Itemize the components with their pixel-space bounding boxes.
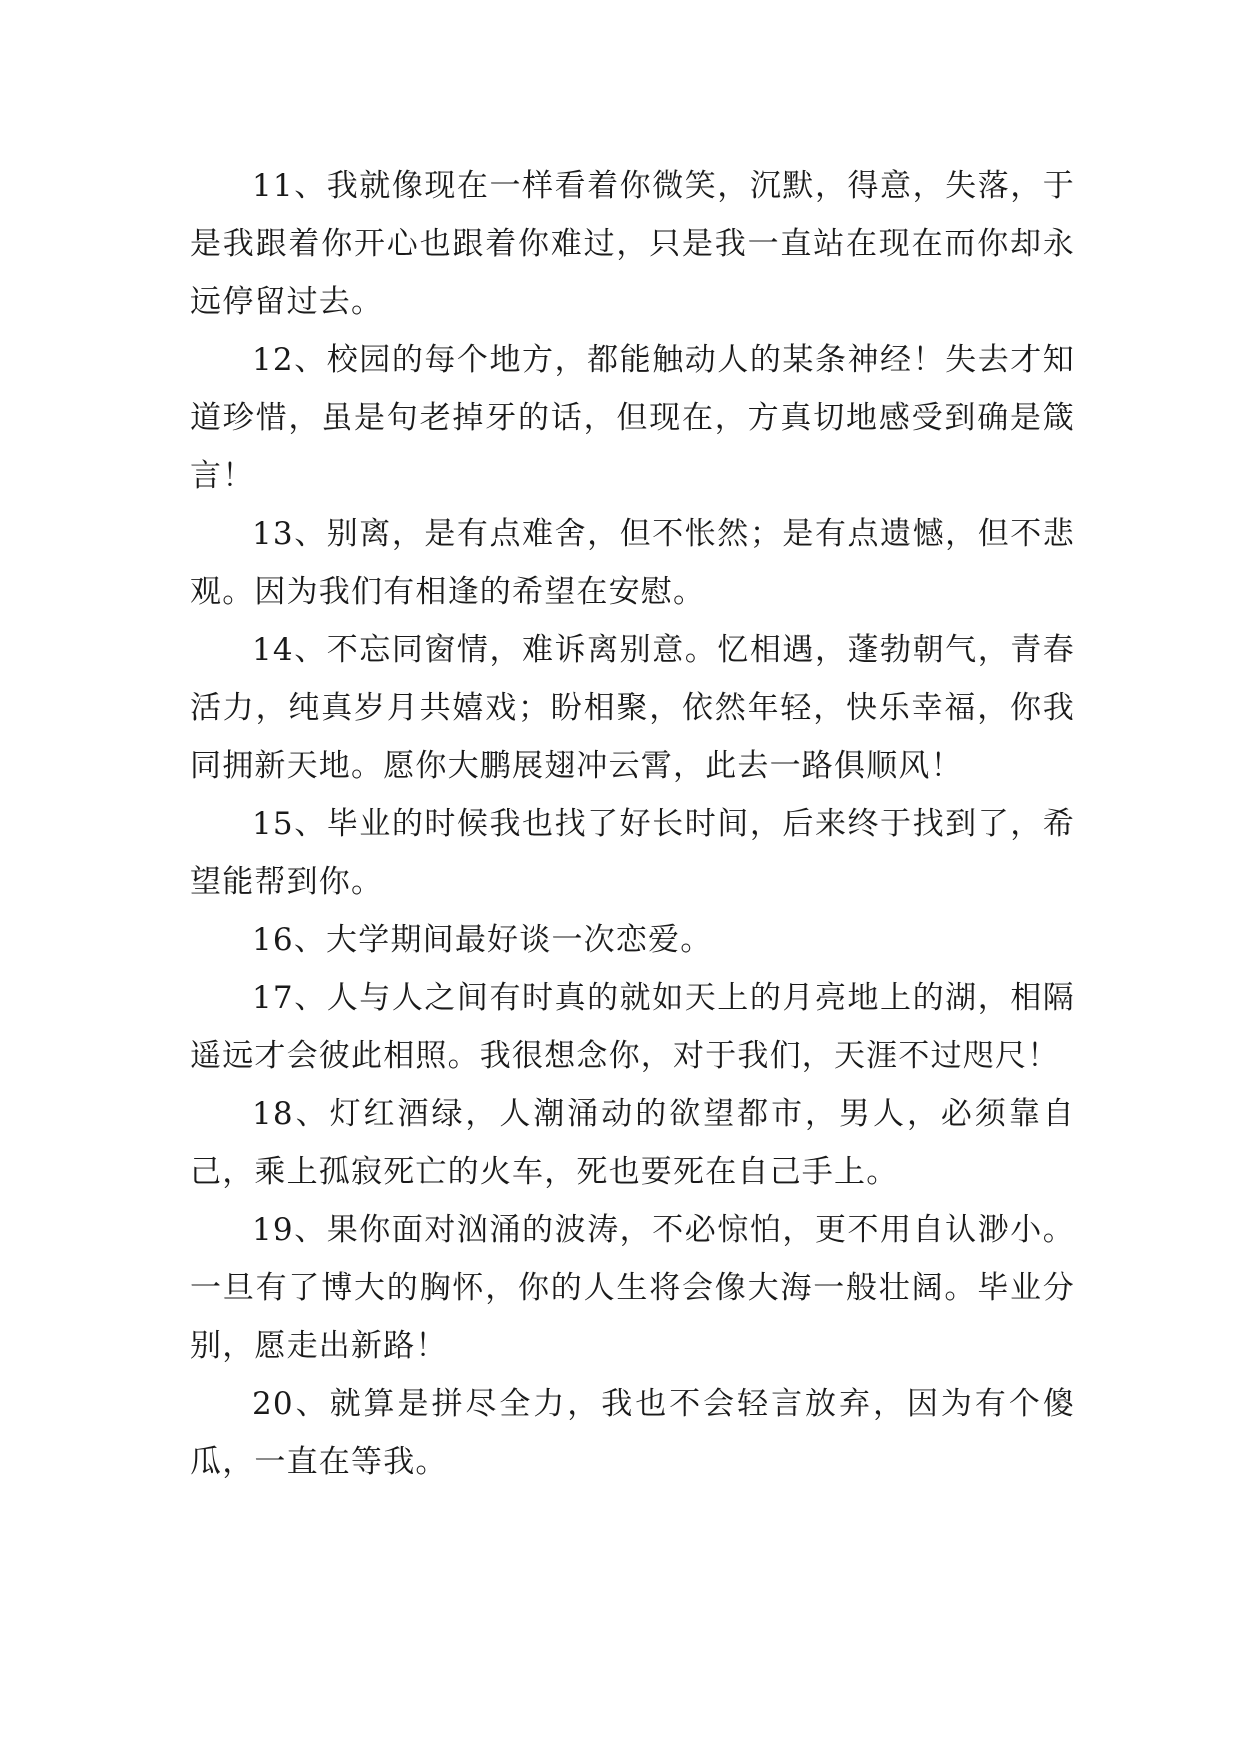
paragraph-12: 12、校园的每个地方，都能触动人的某条神经！失去才知道珍惜，虽是句老掉牙的话，但现在，方真切地感受到确是箴言！ (190, 342, 1075, 494)
paragraph-19: 19、果你面对汹涌的波涛，不必惊怕，更不用自认渺小。一旦有了博大的胸怀，你的人生将会像大海一般壮阔。毕业分别，愿走出新路！ (190, 1212, 1075, 1364)
paragraph-20: 20、就算是拼尽全力，我也不会轻言放弃，因为有个傻瓜，一直在等我。 (190, 1386, 1075, 1480)
paragraph-13: 13、别离，是有点难舍，但不怅然；是有点遗憾，但不悲观。因为我们有相逢的希望在安慰。 (190, 516, 1075, 610)
paragraph-16: 16、大学期间最好谈一次恋爱。 (252, 922, 713, 958)
paragraph-15: 15、毕业的时候我也找了好长时间，后来终于找到了，希望能帮到你。 (190, 806, 1075, 900)
document-body (190, 157, 1075, 1491)
paragraph-14: 14、不忘同窗情，难诉离别意。忆相遇，蓬勃朝气，青春活力，纯真岁月共嬉戏；盼相聚，依然年轻，快乐幸福，你我同拥新天地。愿你大鹏展翅冲云霄，此去一路俱顺风！ (190, 632, 1075, 784)
paragraph-18: 18、灯红酒绿，人潮涌动的欲望都市，男人，必须靠自己，乘上孤寂死亡的火车，死也要死在自己手上。 (190, 1096, 1075, 1190)
paragraph-17: 17、人与人之间有时真的就如天上的月亮地上的湖，相隔遥远才会彼此相照。我很想念你，对于我们，天涯不过咫尺！ (190, 980, 1075, 1074)
paragraph-11: 11、我就像现在一样看着你微笑，沉默，得意，失落，于是我跟着你开心也跟着你难过，只是我一直站在现在而你却永远停留过去。 (190, 168, 1075, 320)
